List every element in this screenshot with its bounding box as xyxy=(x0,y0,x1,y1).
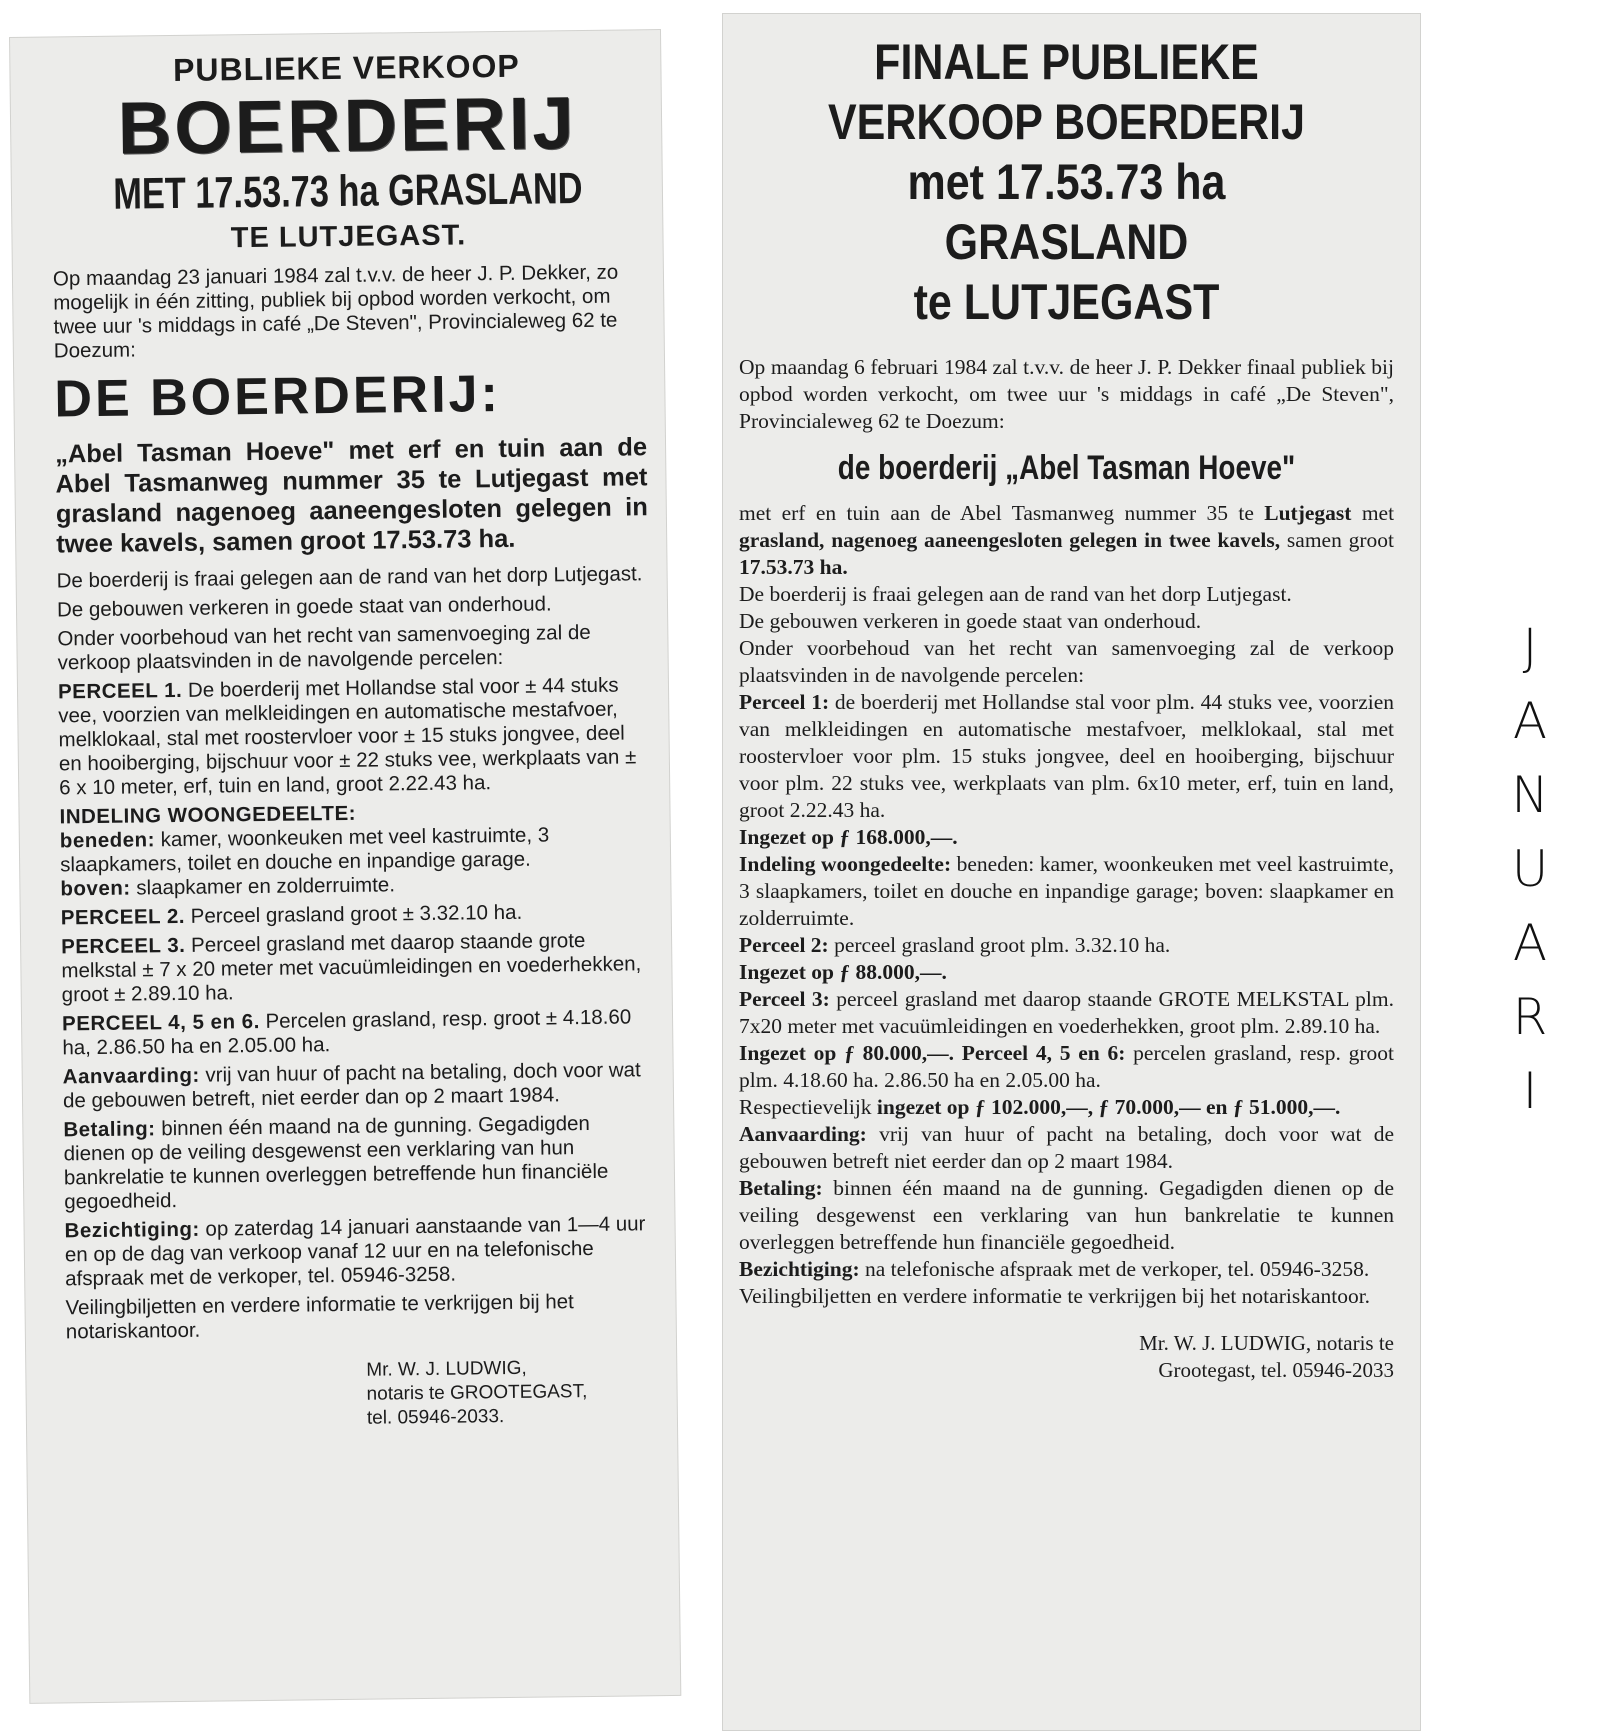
perceel-2: Perceel 2: perceel grasland groot plm. 3.32.10 ha. xyxy=(739,933,1171,957)
perceel-2: PERCEEL 2. Perceel grasland groot ± 3.32.10 ha. xyxy=(60,900,523,930)
perceel-4-5-6: PERCEEL 4, 5 en 6. Percelen grasland, resp. groot ± 4.18.60 ha, 2.86.50 ha en 2.05.00 ha. xyxy=(61,1005,632,1060)
ingezet-1: Ingezet op ƒ 168.000,—. xyxy=(739,825,958,849)
notary-signature: Mr. W. J. LUDWIG, notaris te GROOTEGAST, tel. 05946-2033. xyxy=(366,1357,588,1429)
indeling: Indeling woongedeelte: beneden: kamer, woonkeuken met veel kastruimte, 3 slaapkamers, toilet en douche en inpandige garage; boven: slaapkamer en zolderruimte. xyxy=(739,852,1394,930)
ad-heading: de boerderij „Abel Tasman Hoeve" xyxy=(837,449,1296,487)
handwritten-letter: N xyxy=(1511,766,1549,824)
ad-title-line: te LUTJEGAST xyxy=(913,274,1220,330)
ad-paragraph: De boerderij is fraai gelegen aan de rand van het dorp Lutjegast. xyxy=(56,562,643,593)
bezichtiging: Bezichtiging: na telefonische afspraak met de verkoper, tel. 05946-3258. xyxy=(739,1257,1370,1281)
veiling-info: Veilingbiljetten en verdere informatie te verkrijgen bij het notariskantoor. xyxy=(65,1290,574,1344)
ad-paragraph: Onder voorbehoud van het recht van samenvoeging zal de verkoop plaatsvinden in de navolgende percelen: xyxy=(57,620,591,675)
ad-intro: Op maandag 23 januari 1984 zal t.v.v. de heer J. P. Dekker, zo mogelijk in één zitting, publiek bij opbod worden verkocht, om twee uur 's middags in café „De Steven", Provincialeweg 62 te Doezum: xyxy=(52,260,619,363)
ingezet-2: Ingezet op ƒ 88.000,—. xyxy=(739,960,947,984)
handwritten-letter: J xyxy=(1522,618,1538,676)
handwritten-letter: R xyxy=(1512,988,1548,1046)
bezichtiging: Bezichtiging: op zaterdag 14 januari aanstaande van 1—4 uur en op de dag van verkoop vanaf 12 uur en na telefonische afspraak met de verkoper, tel. 05946-3258. xyxy=(64,1212,646,1291)
betaling: Betaling: binnen één maand na de gunning. Gegadigden dienen op de veiling desgewenst een verklaring van hun bankrelatie te kunnen overleggen betreffende hun financiële gegoedheid. xyxy=(739,1176,1395,1254)
indeling: INDELING WOONGEDEELTE: beneden: kamer, woonkeuken met veel kastruimte, 3 slaapkamers, toilet en douche en inpandige garage. boven: slaapkamer en zolderruimte. xyxy=(59,801,550,901)
ad-bold-paragraph: „Abel Tasman Hoeve" met erf en tuin aan de Abel Tasmanweg nummer 35 te Lutjegast met grasland nagenoeg aaneengesloten gelegen in twee kavels, samen groot 17.53.73 ha. xyxy=(54,433,648,559)
ad-erf-paragraph: met erf en tuin aan de Abel Tasmanweg nummer 35 te Lutjegast met grasland, nagenoeg aaneengesloten gelegen in twee kavels, samen groot 17.53.73 ha. xyxy=(739,501,1395,579)
perceel-3: PERCEEL 3. Perceel grasland met daarop staande grote melkstal ± 7 x 20 meter met vacuümleidingen en voederhekken, groot ± 2.89.10 ha. xyxy=(60,929,642,1007)
ad-title-line: met 17.53.73 ha GRASLAND xyxy=(907,154,1226,270)
ad-kicker: PUBLIEKE VERKOOP xyxy=(172,47,520,88)
handwritten-letter: A xyxy=(1512,914,1548,972)
ad-heading: DE BOERDERIJ: xyxy=(54,365,502,429)
right-newspaper-clipping xyxy=(723,14,1420,1730)
handwritten-januari-note xyxy=(1490,610,1570,1128)
ad-place: TE LUTJEGAST. xyxy=(230,219,467,255)
handwritten-letter: U xyxy=(1511,840,1549,898)
perceel-3: Perceel 3: perceel grasland met daarop staande GROTE MELKSTAL plm. 7x20 meter met vacuümleidingen en voederhekken, groot plm. 2.89.10 ha. xyxy=(739,987,1394,1038)
perceel-4-5-6: Ingezet op ƒ 80.000,—. Perceel 4, 5 en 6: percelen grasland, resp. groot plm. 4.18.60 ha. 2.86.50 ha en 2.05.00 ha. xyxy=(739,1041,1395,1092)
perceel-1: Perceel 1: de boerderij met Hollandse stal voor plm. 44 stuks vee, voorzien van melkleidingen en automatische mestafvoer, melklokaal, stal met roostervloer voor plm. 15 stuks jongvee, deel en hooiberging, bijschuur voor plm. 22 stuks vee, werkplaats van plm. 6x10 meter, erf, tuin en land, groot 2.22.43 ha. xyxy=(739,690,1394,822)
respectievelijk: Respectievelijk ingezet op ƒ 102.000,—, ƒ 70.000,— en ƒ 51.000,—. xyxy=(739,1095,1341,1119)
ad-title-line: FINALE PUBLIEKE xyxy=(874,34,1259,90)
veiling-info: Veilingbiljetten en verdere informatie te verkrijgen bij het notariskantoor. xyxy=(739,1284,1371,1308)
ad-paragraph: Onder voorbehoud van het recht van samenvoeging zal de verkoop plaatsvinden in de navolgende percelen: xyxy=(739,636,1394,687)
ad-intro: Op maandag 6 februari 1984 zal t.v.v. de heer J. P. Dekker finaal publiek bij opbod worden verkocht, om twee uur 's middags in café „De Steven", Provincialeweg 62 te Doezum: xyxy=(739,355,1394,433)
ad-title: BOERDERIJ xyxy=(117,81,577,170)
perceel-1: PERCEEL 1. De boerderij met Hollandse stal voor ± 44 stuks vee, voorzien van melkleidingen en automatische mestafvoer, melklokaal, stal met roostervloer voor ± 15 stuks jongvee, deel en hooiberging, bijschuur voor ± 22 stuks vee, werkplaats van ± 6 x 10 meter, erf, tuin en land, groot 2.22.43 ha. xyxy=(57,673,637,800)
betaling: Betaling: binnen één maand na de gunning. Gegadigden dienen op de veiling desgewenst een verklaring van hun bankrelatie te kunnen overleggen betreffende hun financiële gegoedheid. xyxy=(63,1111,609,1214)
aanvaarding: Aanvaarding: vrij van huur of pacht na betaling, doch voor wat de gebouwen betreft niet eerder dan op 2 maart 1984. xyxy=(739,1122,1394,1173)
notary-signature: Mr. W. J. LUDWIG, notaris te Grootegast, tel. 05946-2033 xyxy=(1139,1331,1394,1382)
ad-paragraph: De gebouwen verkeren in goede staat van onderhoud. xyxy=(56,592,552,622)
left-newspaper-clipping xyxy=(10,30,680,1703)
ad-paragraph: De gebouwen verkeren in goede staat van onderhoud. xyxy=(739,609,1202,633)
ad-paragraph: De boerderij is fraai gelegen aan de rand van het dorp Lutjegast. xyxy=(739,582,1292,606)
ad-subtitle: MET 17.53.73 ha GRASLAND xyxy=(113,163,583,219)
aanvaarding: Aanvaarding: vrij van huur of pacht na betaling, doch voor wat de gebouwen betreft, niet eerder dan op 2 maart 1984. xyxy=(62,1058,641,1113)
handwritten-letter: I xyxy=(1522,1062,1538,1120)
ad-title-line: VERKOOP BOERDERIJ xyxy=(827,94,1306,150)
handwritten-letter: A xyxy=(1512,692,1548,750)
